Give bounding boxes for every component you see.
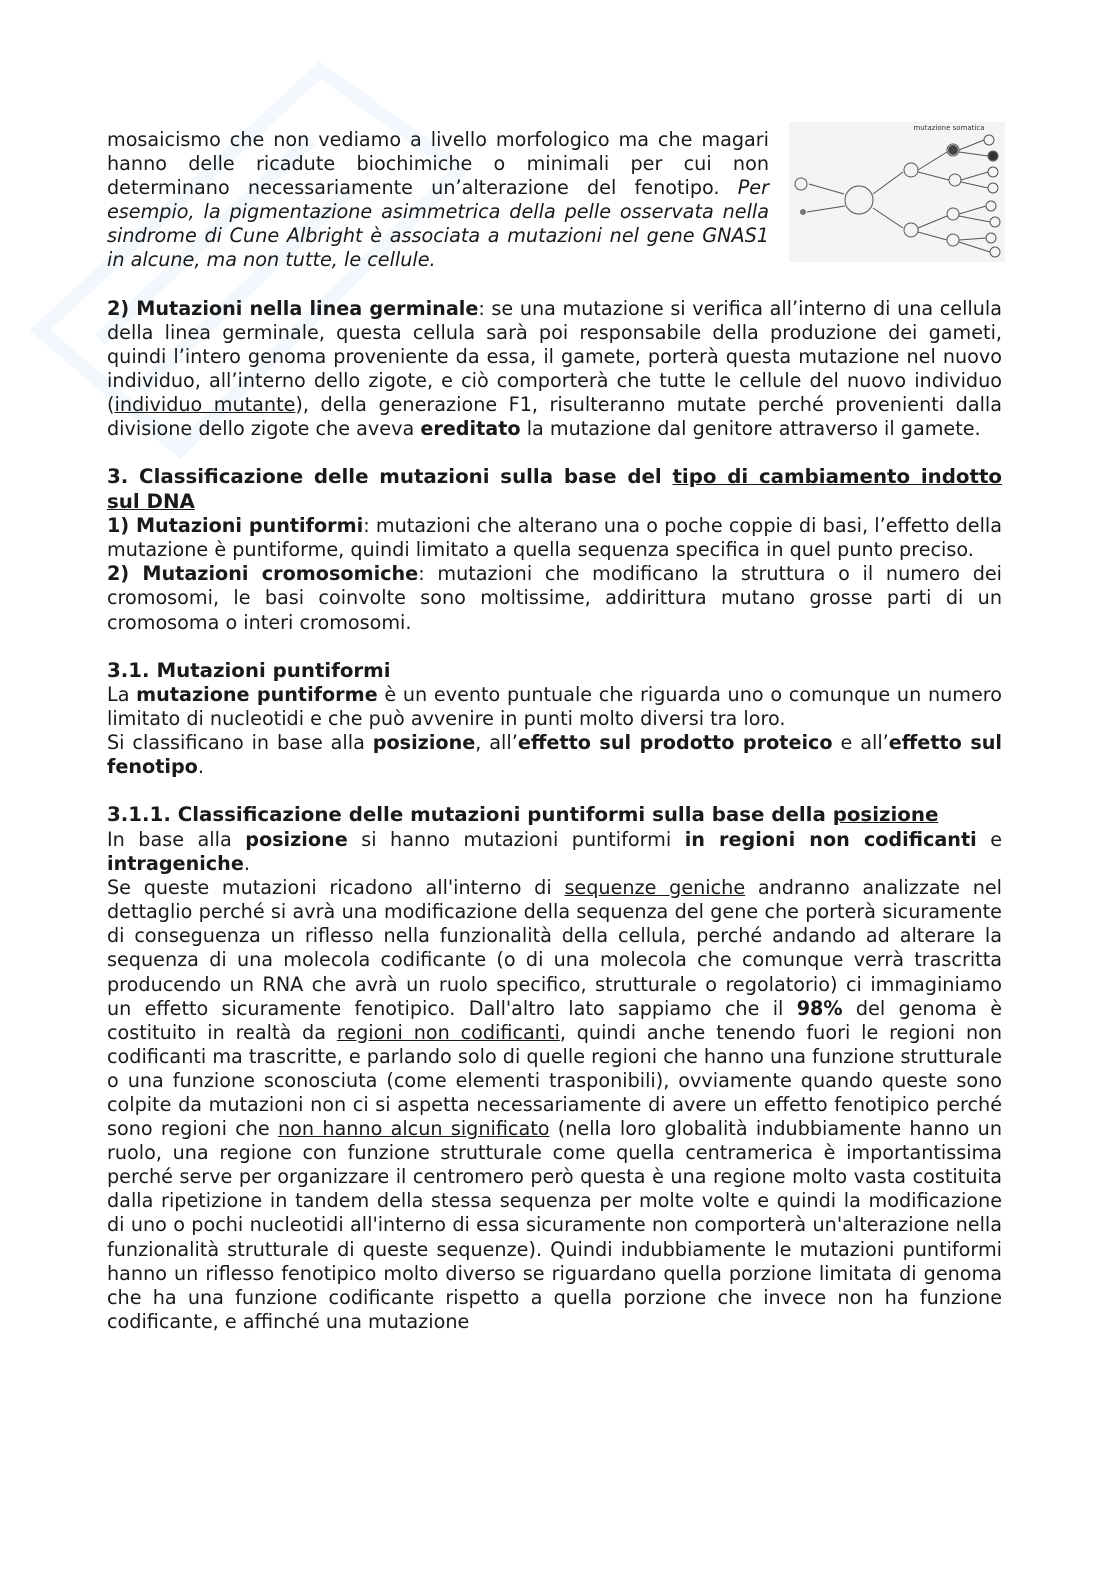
s311-title-underlined: posizione [832, 803, 939, 827]
s311-title-prefix: 3.1.1. Classificazione delle mutazioni puntiformi sulla base della [107, 803, 833, 827]
s311-b1: Se queste mutazioni ricadono all'interno di [107, 876, 565, 900]
s31-l1c: è un evento puntuale che riguarda uno o comunque un numero limitato di nucleotidi e che può avvenire in punti molto diversi tra loro. [107, 683, 1002, 731]
s31-l2f: effetto sul fenotipo [107, 731, 1003, 779]
s311-b3: del genoma è costituito in realtà da [107, 996, 1002, 1044]
s311-b4: , quindi anche tenendo fuori le regioni non codificanti ma trascritte, e parlando solo di quelle regioni che hanno una funzione strutturale o una funzione sconosciuta (come elementi trasponibili), ovviamente quando queste sono colpite da mutazioni non ci si aspetta necessariamente di avere un effetto fenotipico perché sono regioni che [107, 1020, 1003, 1141]
s31-l2c: , all’ [475, 731, 518, 755]
s311-s1a: In base alla [107, 827, 246, 851]
germinal-text-1: : se una mutazione si verifica all’interno di una cellula della linea germinale, questa cellula sarà poi responsabile della produzione dei gameti, quindi l’intero genoma proveniente da essa, il gamete, porterà questa mutazione nel nuovo individuo, all’interno dello zigote, e ciò comporterà che tutte le cellule del nuovo individuo ( [107, 296, 1003, 416]
section-3-1-title: 3.1. Mutazioni puntiformi [107, 658, 391, 682]
s311-s1e: e [976, 827, 1003, 851]
intro-block [107, 124, 1002, 273]
point-1-text: : mutazioni che alterano una o poche coppie di basi, l’effetto della mutazione è puntiforme, quindi limitato a quella sequenza specifica in quel punto preciso. [107, 514, 1002, 562]
s311-s1b: posizione [245, 827, 348, 851]
section-3-title-underlined: tipo di cambiamento indotto sul DNA [107, 465, 1002, 513]
s31-l2d: effetto sul prodotto proteico [517, 731, 833, 755]
germinal-heading: 2) Mutazioni nella linea germinale [107, 296, 479, 320]
section-3-point-2 [107, 562, 1002, 634]
germinal-text-2: ), della generazione F1, risulteranno mutate perché provenienti dalla divisione dello zigote che aveva [107, 392, 1002, 441]
section-3-1-1-title [107, 803, 1002, 828]
s31-l2e: e all’ [832, 731, 889, 755]
section-3-1-para-2 [107, 731, 1002, 779]
s311-s1f: intrageniche [107, 852, 244, 876]
mosaic-diagram-icon [789, 122, 1005, 262]
intro-paragraph [107, 128, 769, 273]
germinal-text-3: la mutazione dal genitore attraverso il gamete. [520, 417, 981, 441]
section-3-title [107, 465, 1002, 514]
point-1-label: 1) Mutazioni puntiformi [107, 514, 364, 538]
figure-label: mutazione somatica [913, 124, 985, 132]
s311-b5: (nella loro globalità indubbiamente hanno un ruolo, una regione con funzione strutturale come quella centramerica è importantissima perché serve per organizzare il centromero però questa è una regione molto vasta costituita dalla ripetizione in tandem della stessa sequenza per molte volte e quindi la modificazione di uno o pochi nucleotidi all'interno di essa sicuramente non comporterà un'alterazione nella funzionalità strutturale di queste sequenze). Quindi indubbiamente le mutazioni puntiformi hanno un riflesso fenotipico molto diverso se riguardano quella porzione limitata di genoma che ha una funzione codificante rispetto a quella porzione che invece non ha funzione codificante, e affinché una mutazione [107, 1117, 1002, 1333]
s311-s1d: in regioni non codificanti [684, 827, 977, 851]
section-3-1-1-body [107, 876, 1002, 1334]
s31-l1a: La [107, 683, 137, 707]
s311-s1c: si hanno mutazioni puntiformi [347, 827, 685, 851]
germinal-underlined: individuo mutante [114, 392, 296, 416]
section-3-1-para-1 [107, 683, 1002, 731]
s311-b4u: non hanno alcun significato [278, 1117, 550, 1141]
intro-example: Per esempio, la pigmentazione asimmetrica della pelle osservata nella sindrome di Cune Albright è associata a mutazioni nel gene GNAS1 in alcune, ma non tutte, le cellule. [107, 176, 769, 272]
s31-l2g: . [197, 755, 204, 779]
s311-b3u: regioni non codificanti [336, 1020, 560, 1044]
intro-text: mosaicismo che non vediamo a livello morfologico ma che magari hanno delle ricadute biochimiche o minimali per cui non determinano necessariamente un’alterazione del fenotipo. [107, 128, 769, 200]
germinal-paragraph [107, 297, 1002, 442]
section-3-point-1 [107, 514, 1002, 562]
s311-b2: andranno analizzate nel dettaglio perché si avrà una modificazione della sequenza del gene che porterà sicuramente di conseguenza un riflesso nella funzionalità della cellula, perché andando ad alterare la sequenza di una molecola codificante (o di una molecola che comunque verrà trascritta producendo un RNA che avrà un ruolo specifico, strutturale o regolatorio) ci immaginiamo un effetto sicuramente fenotipico. Dall'altro lato sappiamo che il [107, 876, 1003, 1020]
section-3-1-1-intro [107, 828, 1002, 876]
point-2-label: 2) Mutazioni cromosomiche [107, 562, 419, 586]
s31-l2a: Si classificano in base alla [107, 731, 373, 755]
s31-l1b: mutazione puntiforme [136, 683, 378, 707]
s311-s1g: . [243, 852, 250, 876]
point-2-text: : mutazioni che modificano la struttura o il numero dei cromosomi, le basi coinvolte sono moltissime, addirittura mutano grosse parti di un cromosoma o interi cromosomi. [107, 562, 1003, 634]
s311-b2b: 98% [796, 996, 843, 1020]
s31-l2b: posizione [372, 731, 476, 755]
document-page [107, 124, 1003, 1334]
section-3-title-prefix: 3. Classificazione delle mutazioni sulla base del [107, 465, 673, 489]
germinal-bold: ereditato [420, 417, 521, 441]
s311-b1u: sequenze geniche [564, 876, 746, 900]
